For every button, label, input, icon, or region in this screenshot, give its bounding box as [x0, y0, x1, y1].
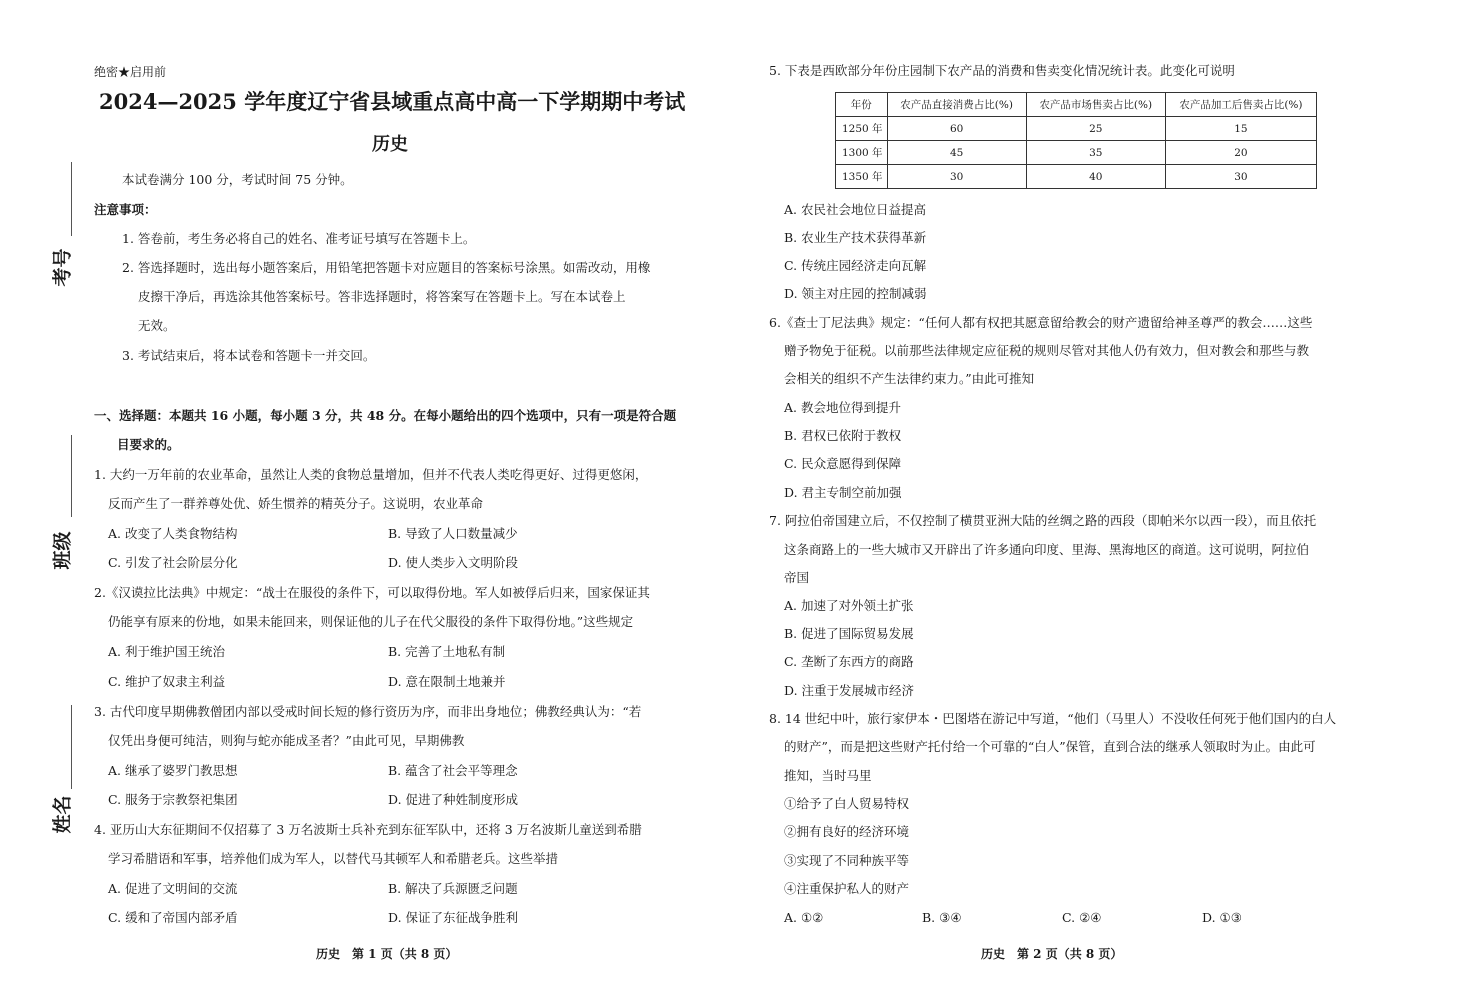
q8-option-b[interactable]: B. ③④ [922, 910, 962, 925]
q8-option-c[interactable]: C. ②④ [1062, 910, 1102, 925]
q5-option-b[interactable]: B. 农业生产技术获得革新 [784, 230, 927, 245]
table-header-cell: 农产品加工后售卖占比(%) [1165, 93, 1316, 117]
q6-option-a[interactable]: A. 教会地位得到提升 [784, 400, 901, 415]
q8-item: ④注重保护私人的财产 [784, 881, 910, 896]
section-heading: 一、选择题：本题共 16 小题，每小题 3 分，共 48 分。在每小题给出的四个选项中，只有一项是符合题 [94, 408, 677, 423]
binding-line-mid [71, 435, 72, 517]
q1-stem: 反而产生了一群养尊处优、娇生惯养的精英分子。这说明，农业革命 [108, 496, 484, 511]
q6-stem: 6.《查士丁尼法典》规定：“任何人都有权把其愿意留给教会的财产遗留给神圣尊严的教会……这些 [769, 315, 1313, 330]
q2-stem: 2.《汉谟拉比法典》中规定：“战士在服役的条件下，可以取得份地。军人如被俘后归来，国家保证其 [94, 585, 650, 600]
table-row [836, 165, 1317, 189]
q6-stem: 会相关的组织不产生法律约束力。”由此可推知 [784, 371, 1035, 386]
q5-stem: 5. 下表是西欧部分年份庄园制下农产品的消费和售卖变化情况统计表。此变化可说明 [769, 63, 1235, 78]
table-cell: 1350 年 [836, 165, 888, 189]
binding-line-top [71, 162, 72, 236]
q2-option-d[interactable]: D. 意在限制土地兼并 [388, 674, 506, 689]
note-line: 1. 答卷前，考生务必将自己的姓名、准考证号填写在答题卡上。 [122, 231, 476, 246]
q7-stem: 这条商路上的一些大城市又开辟出了许多通向印度、里海、黑海地区的商道。这可说明，阿拉伯 [784, 542, 1310, 557]
table-cell: 15 [1165, 117, 1316, 141]
q8-item: ①给予了白人贸易特权 [784, 796, 910, 811]
q7-option-b[interactable]: B. 促进了国际贸易发展 [784, 626, 914, 641]
table-row [836, 141, 1317, 165]
q8-item: ②拥有良好的经济环境 [784, 824, 910, 839]
binding-line-lower [71, 705, 72, 789]
exam-number-label: 考号 [51, 248, 74, 287]
q8-item: ③实现了不同种族平等 [784, 853, 910, 868]
q2-option-c[interactable]: C. 维护了奴隶主利益 [108, 674, 226, 689]
q5-table [835, 92, 1317, 189]
table-cell: 1300 年 [836, 141, 888, 165]
q7-stem: 7. 阿拉伯帝国建立后，不仅控制了横贯亚洲大陆的丝绸之路的西段（即帕米尔以西一段），而且依托 [769, 513, 1317, 528]
q4-stem: 4. 亚历山大东征期间不仅招募了 3 万名波斯士兵补充到东征军队中，还将 3 万名波斯儿童送到希腊 [94, 822, 642, 837]
q7-option-d[interactable]: D. 注重于发展城市经济 [784, 683, 915, 698]
q5-option-a[interactable]: A. 农民社会地位日益提高 [784, 202, 926, 217]
table-cell: 20 [1165, 141, 1316, 165]
notes-title: 注意事项： [94, 202, 157, 217]
q1-stem: 1. 大约一万年前的农业革命，虽然让人类的食物总量增加，但并不代表人类吃得更好、过得更悠闲， [94, 467, 648, 482]
q3-stem: 3. 古代印度早期佛教僧团内部以受戒时间长短的修行资历为序，而非出身地位；佛教经典认为：“若 [94, 704, 642, 719]
q4-option-c[interactable]: C. 缓和了帝国内部矛盾 [108, 910, 238, 925]
q6-stem: 赠予物免于征税。以前那些法律规定应征税的规则尽管对其他人仍有效力，但对教会和那些与教 [784, 343, 1310, 358]
table-cell: 40 [1026, 165, 1165, 189]
table-cell: 30 [887, 165, 1026, 189]
note-line: 2. 答选择题时，选出每小题答案后，用铅笔把答题卡对应题目的答案标号涂黑。如需改动，用橡 [122, 260, 651, 275]
table-row [836, 117, 1317, 141]
exam-info: 本试卷满分 100 分，考试时间 75 分钟。 [122, 172, 353, 187]
q4-option-a[interactable]: A. 促进了文明间的交流 [108, 881, 238, 896]
q3-stem: 仅凭出身便可纯洁，则狗与蛇亦能成圣者？”由此可见，早期佛教 [108, 733, 465, 748]
page-footer-right: 历史 第 2 页（共 8 页） [981, 947, 1123, 961]
q8-stem: 推知，当时马里 [784, 768, 872, 783]
q6-option-b[interactable]: B. 君权已依附于教权 [784, 428, 902, 443]
exam-title: 2024—2025 学年度辽宁省县域重点高中高一下学期期中考试 [99, 89, 686, 114]
table-header-cell: 农产品直接消费占比(%) [887, 93, 1026, 117]
q4-stem: 学习希腊语和军事，培养他们成为军人，以替代马其顿军人和希腊老兵。这些举措 [108, 851, 559, 866]
table-header-cell: 年份 [836, 93, 888, 117]
q8-stem: 8. 14 世纪中叶，旅行家伊本・巴图塔在游记中写道，“他们（马里人）不没收任何死于他们国内的白人 [769, 711, 1337, 726]
note-line: 皮擦干净后，再选涂其他答案标号。答非选择题时，将答案写在答题卡上。写在本试卷上 [138, 289, 626, 304]
q1-option-b[interactable]: B. 导致了人口数量减少 [388, 526, 518, 541]
q1-option-d[interactable]: D. 使人类步入文明阶段 [388, 555, 519, 570]
q1-option-a[interactable]: A. 改变了人类食物结构 [108, 526, 238, 541]
table-cell: 1250 年 [836, 117, 888, 141]
q4-option-d[interactable]: D. 保证了东征战争胜利 [388, 910, 519, 925]
q3-option-d[interactable]: D. 促进了种姓制度形成 [388, 792, 519, 807]
q5-option-c[interactable]: C. 传统庄园经济走向瓦解 [784, 258, 927, 273]
q6-option-d[interactable]: D. 君主专制空前加强 [784, 485, 902, 500]
table-header-cell: 农产品市场售卖占比(%) [1026, 93, 1165, 117]
table-cell: 30 [1165, 165, 1316, 189]
q4-option-b[interactable]: B. 解决了兵源匮乏问题 [388, 881, 518, 896]
q8-stem: 的财产”，而是把这些财产托付给一个可靠的“白人”保管，直到合法的继承人领取时为止。由此可 [784, 739, 1316, 754]
note-line: 无效。 [138, 318, 176, 333]
class-label: 班级 [51, 531, 74, 570]
subject-title: 历史 [372, 134, 408, 155]
q7-stem: 帝国 [784, 570, 810, 585]
note-line: 3. 考试结束后，将本试卷和答题卡一并交回。 [122, 348, 376, 363]
q1-option-c[interactable]: C. 引发了社会阶层分化 [108, 555, 238, 570]
q3-option-c[interactable]: C. 服务于宗教祭祀集团 [108, 792, 238, 807]
page-footer-left: 历史 第 1 页（共 8 页） [316, 947, 458, 961]
q8-option-d[interactable]: D. ①③ [1202, 910, 1242, 925]
q6-option-c[interactable]: C. 民众意愿得到保障 [784, 456, 902, 471]
q5-option-d[interactable]: D. 领主对庄园的控制减弱 [784, 286, 927, 301]
table-cell: 35 [1026, 141, 1165, 165]
q3-option-a[interactable]: A. 继承了婆罗门教思想 [108, 763, 238, 778]
secret-label: 绝密★启用前 [94, 65, 167, 79]
section-heading-cont: 目要求的。 [117, 437, 180, 452]
q7-option-a[interactable]: A. 加速了对外领土扩张 [784, 598, 914, 613]
table-header-row [836, 93, 1317, 117]
name-label: 姓名 [51, 795, 74, 834]
q7-option-c[interactable]: C. 垄断了东西方的商路 [784, 654, 914, 669]
table-cell: 45 [887, 141, 1026, 165]
table-cell: 60 [887, 117, 1026, 141]
q2-option-b[interactable]: B. 完善了土地私有制 [388, 644, 506, 659]
table-cell: 25 [1026, 117, 1165, 141]
q3-option-b[interactable]: B. 蕴含了社会平等理念 [388, 763, 518, 778]
q8-option-a[interactable]: A. ①② [784, 910, 824, 925]
q2-stem: 仍能享有原来的份地，如果未能回来，则保证他的儿子在代父服役的条件下取得份地。”这些规定 [108, 614, 634, 629]
q2-option-a[interactable]: A. 利于维护国王统治 [108, 644, 225, 659]
